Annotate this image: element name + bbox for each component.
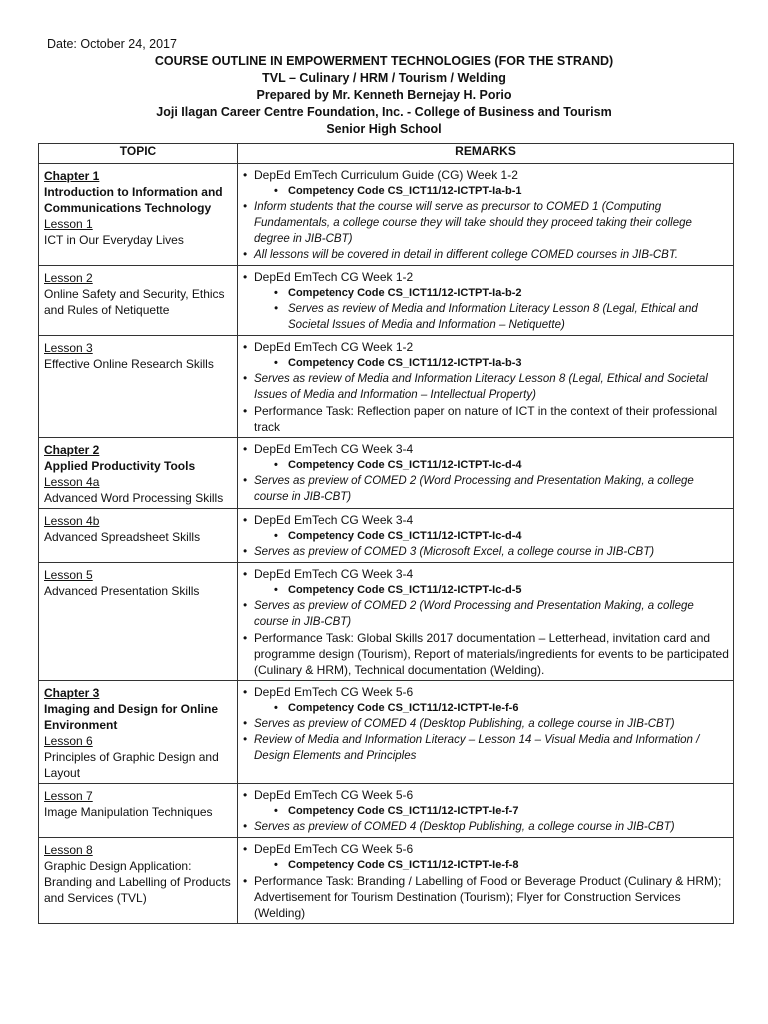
course-outline-table [38,143,734,924]
remark-item: • Serves as preview of COMED 3 (Microsoft Excel, a college course in JIB-CBT) [241,544,729,560]
remarks-cell [238,336,734,438]
competency-code-item: • Competency Code CS_ICT11/12-ICTPT-Ia-b-3 [241,355,729,371]
table-row [39,438,734,509]
topic-title: Advanced Presentation Skills [44,584,200,598]
topic-title: Principles of Graphic Design and Layout [44,750,219,780]
topic-title: Applied Productivity Tools [44,459,196,473]
document-header [0,53,768,138]
remarks-list [241,787,729,835]
remark-item: • Serves as preview of COMED 4 (Desktop Publishing, a college course in JIB-CBT) [241,819,729,835]
topic-heading: Lesson 1 [44,217,93,231]
header-title: COURSE OUTLINE IN EMPOWERMENT TECHNOLOGIES (FOR THE STRAND) [154,54,614,68]
table-row [39,336,734,438]
topic-heading: Lesson 6 [44,734,93,748]
remark-item: • Inform students that the course will serve as precursor to COMED 1 (Computing Fundamentals, a college course they will take should they proceed taking their college degree in JIB-CBT) [241,199,729,247]
topic-heading: Lesson 7 [44,789,93,803]
document-date: Date: October 24, 2017 [47,37,177,51]
topic-cell [39,681,238,784]
remark-item: • Performance Task: Global Skills 2017 documentation – Letterhead, invitation card and programme design (Tourism), Report of materials/ingredients for events to be participated (Culinary & HRM), Technical documentation (Welding). [241,630,729,678]
table-row [39,838,734,924]
topic-column-header: TOPIC [39,144,238,164]
remark-item: • Serves as review of Media and Information Literacy Lesson 8 (Legal, Ethical and Societal Issues of Media and Information – Netiquette) [241,301,729,333]
topic-cell [39,438,238,509]
topic-cell [39,266,238,336]
remarks-list [241,269,729,333]
table-row [39,164,734,266]
topic-cell [39,563,238,681]
remark-item: • Performance Task: Branding / Labelling of Food or Beverage Product (Culinary & HRM); Advertisement for Tourism Destination (Tourism); Flyer for Construction Services (Welding) [241,873,729,921]
remarks-cell [238,681,734,784]
topic-heading: Lesson 4a [44,475,100,489]
remark-item: • DepEd EmTech CG Week 3-4 [241,441,729,457]
remark-item: • Performance Task: Reflection paper on nature of ICT in the context of their professional track [241,403,729,435]
remarks-list [241,512,729,560]
remark-item: • Serves as preview of COMED 4 (Desktop Publishing, a college course in JIB-CBT) [241,716,729,732]
remarks-list [241,167,729,263]
topic-cell [39,838,238,924]
table-row [39,266,734,336]
topic-heading: Lesson 8 [44,843,93,857]
remark-item: • DepEd EmTech CG Week 5-6 [241,841,729,857]
remark-item: • Review of Media and Information Literacy – Lesson 14 – Visual Media and Information / Design Elements and Principles [241,732,729,764]
topic-title: Imaging and Design for Online Environment [44,702,219,732]
remarks-list [241,339,729,435]
topic-title: Online Safety and Security, Ethics and Rules of Netiquette [44,287,225,317]
topic-title: Advanced Spreadsheet Skills [44,530,201,544]
remark-item: • Serves as review of Media and Information Literacy Lesson 8 (Legal, Ethical and Societal Issues of Media and Information – Intellectual Property) [241,371,729,403]
table-row [39,681,734,784]
remark-item: • DepEd EmTech CG Week 1-2 [241,269,729,285]
remarks-list [241,841,729,921]
header-strand: TVL – Culinary / HRM / Tourism / Welding [262,71,506,85]
remarks-cell [238,164,734,266]
competency-code-item: • Competency Code CS_ICT11/12-ICTPT-Ie-f-8 [241,857,729,873]
topic-heading: Chapter 2 [44,443,100,457]
topic-cell [39,164,238,266]
competency-code-item: • Competency Code CS_ICT11/12-ICTPT-Ic-d-4 [241,528,729,544]
topic-title: Image Manipulation Techniques [44,805,213,819]
remark-item: • Serves as preview of COMED 2 (Word Processing and Presentation Making, a college course in JIB-CBT) [241,473,729,505]
remarks-cell [238,266,734,336]
remarks-list [241,684,729,764]
topic-title: Advanced Word Processing Skills [44,491,224,505]
table-body [39,164,734,924]
remarks-cell [238,563,734,681]
topic-heading: Lesson 4b [44,514,100,528]
remarks-cell [238,838,734,924]
topic-cell [39,784,238,838]
competency-code-item: • Competency Code CS_ICT11/12-ICTPT-Ic-d-5 [241,582,729,598]
topic-title: Introduction to Information and Communications Technology [44,185,223,215]
header-institution: Joji Ilagan Career Centre Foundation, Inc. - College of Business and Tourism [156,105,612,119]
remark-item: • DepEd EmTech CG Week 3-4 [241,512,729,528]
competency-code-item: • Competency Code CS_ICT11/12-ICTPT-Ic-d-4 [241,457,729,473]
remark-item: • All lessons will be covered in detail in different college COMED courses in JIB-CBT. [241,247,729,263]
remark-item: • DepEd EmTech CG Week 5-6 [241,684,729,700]
competency-code-item: • Competency Code CS_ICT11/12-ICTPT-Ia-b-2 [241,285,729,301]
topic-cell [39,336,238,438]
remark-item: • DepEd EmTech Curriculum Guide (CG) Week 1-2 [241,167,729,183]
header-author: Prepared by Mr. Kenneth Bernejay H. Porio [256,88,512,102]
remark-item: • DepEd EmTech CG Week 3-4 [241,566,729,582]
topic-heading: Lesson 5 [44,568,93,582]
remarks-list [241,566,729,678]
remark-item: • DepEd EmTech CG Week 5-6 [241,787,729,803]
topic-title: Graphic Design Application: Branding and Labelling of Products and Services (TVL) [44,859,231,905]
remarks-cell [238,509,734,563]
competency-code-item: • Competency Code CS_ICT11/12-ICTPT-Ie-f-7 [241,803,729,819]
topic-heading: Lesson 2 [44,271,93,285]
remark-item: • DepEd EmTech CG Week 1-2 [241,339,729,355]
topic-title: ICT in Our Everyday Lives [44,233,184,247]
topic-cell [39,509,238,563]
remarks-cell [238,784,734,838]
competency-code-item: • Competency Code CS_ICT11/12-ICTPT-Ie-f-6 [241,700,729,716]
header-division: Senior High School [326,122,442,136]
table-header-row [39,144,734,164]
table-row [39,563,734,681]
table-row [39,509,734,563]
topic-heading: Chapter 1 [44,169,100,183]
topic-title: Effective Online Research Skills [44,357,214,371]
remarks-cell [238,438,734,509]
table-row [39,784,734,838]
remarks-column-header: REMARKS [238,144,734,164]
topic-heading: Lesson 3 [44,341,93,355]
remark-item: • Serves as preview of COMED 2 (Word Processing and Presentation Making, a college course in JIB-CBT) [241,598,729,630]
competency-code-item: • Competency Code CS_ICT11/12-ICTPT-Ia-b-1 [241,183,729,199]
topic-heading: Chapter 3 [44,686,100,700]
remarks-list [241,441,729,505]
